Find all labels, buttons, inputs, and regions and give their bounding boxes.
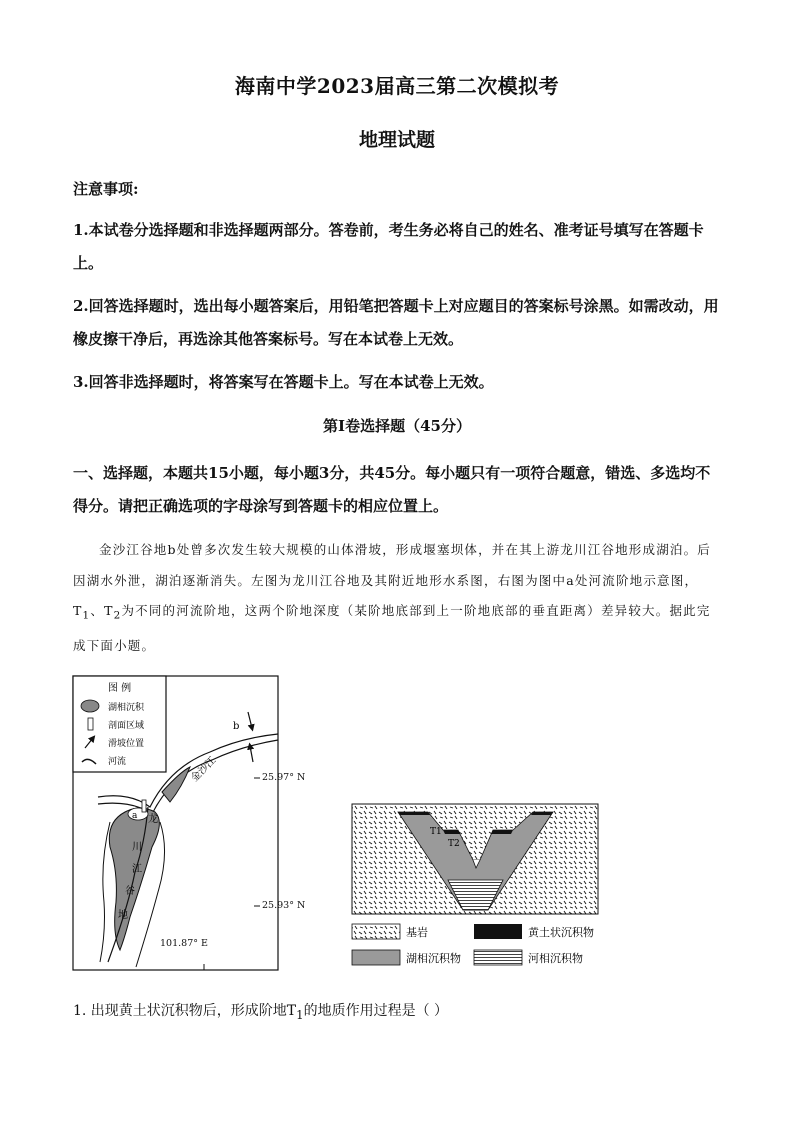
lake-sediment-area xyxy=(109,808,159,950)
legend-bedrock-swatch xyxy=(352,924,400,939)
note-item-1: 1.本试卷分选择题和非选择题两部分。答卷前，考生务必将自己的姓名、准考证号填写在答题卡上。 xyxy=(73,221,704,272)
passage-text-2: 、T xyxy=(90,603,114,618)
legend-lake-swatch xyxy=(352,950,400,965)
legend-river-swatch xyxy=(474,950,522,965)
legend-loess-swatch xyxy=(474,924,522,939)
valley-char-5: 地 xyxy=(118,910,128,921)
question-1-text-a: 1. 出现黄土状沉积物后，形成阶地T xyxy=(73,1003,297,1019)
terrace-t2-label: T2 xyxy=(448,839,460,849)
passage-text-3: 为不同的河流阶地，这两个阶地深度（某阶地底部到上一阶地底部的垂直距离）差异较大。据此完成下面小题。 xyxy=(73,603,711,653)
landslide-arrow-north xyxy=(248,712,252,728)
reading-passage xyxy=(73,535,723,662)
exam-subtitle: 地理试题 xyxy=(358,129,435,151)
lake-sediment-legend-icon xyxy=(81,700,99,712)
latitude-label-1: 25.97° N xyxy=(262,772,306,783)
section-instruction: 一、选择题，本题共15小题，每小题3分，共45分。每小题只有一项符合题意，错选、多选均不得分。请把正确选项的字母涂写到答题卡的相应位置上。 xyxy=(73,464,711,515)
valley-char-2: 川 xyxy=(132,842,142,853)
terrain-river-map xyxy=(70,672,282,972)
jinsha-river-label: 金沙江 xyxy=(189,755,219,785)
loess-left xyxy=(398,812,430,815)
longitude-label: 101.87° E xyxy=(160,938,208,949)
valley-char-3: 江 xyxy=(132,864,142,875)
legend-bedrock: 基岩 xyxy=(406,926,428,939)
legend-item-lake: 湖相沉积 xyxy=(108,703,145,713)
terrace-t1-cap xyxy=(443,830,460,834)
passage-text-1: 金沙江谷地b处曾多次发生较大规模的山体滑坡，形成堰塞坝体，并在其上游龙川江谷地形成湖泊。后因湖水外泄，湖泊逐渐消失。左图为龙川江谷地及其附近地形水系图，右图为图中a处河流阶地示意图，T xyxy=(73,542,712,618)
legend-loess: 黄土状沉积物 xyxy=(528,926,594,939)
legend-item-river: 河流 xyxy=(108,757,127,767)
passage-sub-2: 2 xyxy=(113,609,122,622)
terrace-t1-label: T1 xyxy=(430,827,442,837)
valley-char-1: 龙 xyxy=(148,814,158,825)
river-terrace-section xyxy=(348,800,608,975)
legend-title: 图 例 xyxy=(108,683,132,694)
passage-sub-1: 1 xyxy=(82,609,91,622)
legend-river: 河相沉积物 xyxy=(528,952,583,965)
point-a-label: a xyxy=(132,811,138,821)
question-1 xyxy=(73,1000,448,1022)
legend-item-profile: 剖面区域 xyxy=(108,721,145,731)
question-1-text-b: 的地质作用过程是（ ） xyxy=(303,1003,449,1019)
point-b-label: b xyxy=(233,721,240,732)
exam-title: 海南中学2023届高三第二次模拟考 xyxy=(234,74,560,98)
note-item-3: 3.回答非选择题时，将答案写在答题卡上。写在本试卷上无效。 xyxy=(73,373,494,391)
notes-heading: 注意事项: xyxy=(73,180,139,198)
latitude-label-2: 25.93° N xyxy=(262,900,306,911)
note-item-2: 2.回答选择题时，选出每小题答案后，用铅笔把答题卡上对应题目的答案标号涂黑。如需改动，用橡皮擦干净后，再选涂其他答案标号。写在本试卷上无效。 xyxy=(73,297,719,348)
valley-char-4: 谷 xyxy=(125,886,135,897)
terrace-t1-cap-right xyxy=(491,830,513,834)
profile-area-legend-icon xyxy=(88,718,93,730)
loess-right xyxy=(531,812,553,815)
section-title: 第I卷选择题（45分） xyxy=(323,417,471,435)
question-1-sub: 1 xyxy=(296,1007,304,1022)
legend-lake: 湖相沉积物 xyxy=(406,952,461,965)
profile-area-marker xyxy=(142,800,146,812)
valley-edge-west xyxy=(100,822,110,962)
landslide-arrow-south xyxy=(250,746,253,762)
legend-item-landslide: 滑坡位置 xyxy=(108,739,145,749)
